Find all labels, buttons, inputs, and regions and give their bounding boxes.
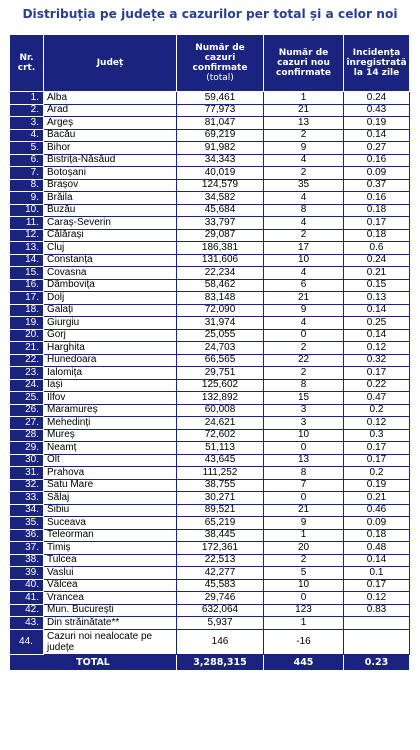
table-row (10, 417, 410, 430)
total-label: TOTAL (10, 654, 177, 670)
table-row (10, 554, 410, 567)
table-row (10, 304, 410, 317)
county-name: Harghita (44, 342, 177, 355)
row-number: 38. (10, 554, 44, 567)
county-name: Hunedoara (44, 354, 177, 367)
row-number: 8. (10, 179, 44, 192)
table-row (10, 154, 410, 167)
new-cases: 123 (264, 604, 344, 617)
county-name: Gorj (44, 329, 177, 342)
confirmed-total: 34,343 (177, 154, 264, 167)
county-name: Tulcea (44, 554, 177, 567)
new-cases: 2 (264, 167, 344, 180)
row-number: 40. (10, 579, 44, 592)
table-row (10, 204, 410, 217)
row-number: 2. (10, 104, 44, 117)
incidence-14d: 0.09 (344, 517, 410, 530)
table-row (10, 317, 410, 330)
confirmed-total: 91,982 (177, 142, 264, 155)
new-cases: 3 (264, 417, 344, 430)
confirmed-total: 89,521 (177, 504, 264, 517)
new-cases: 21 (264, 504, 344, 517)
incidence-14d: 0.47 (344, 392, 410, 405)
row-number: 25. (10, 392, 44, 405)
row-number: 41. (10, 592, 44, 605)
table-row (10, 492, 410, 505)
confirmed-total: 45,583 (177, 579, 264, 592)
table-row (10, 392, 410, 405)
incidence-14d: 0.16 (344, 154, 410, 167)
total-new: 445 (264, 654, 344, 670)
confirmed-total: 38,755 (177, 479, 264, 492)
new-cases: 0 (264, 492, 344, 505)
confirmed-total: 131,606 (177, 254, 264, 267)
county-name: Buzău (44, 204, 177, 217)
new-cases: 9 (264, 304, 344, 317)
row-number: 37. (10, 542, 44, 555)
row-number: 7. (10, 167, 44, 180)
incidence-14d: 0.19 (344, 117, 410, 130)
incidence-14d: 0.24 (344, 92, 410, 105)
confirmed-total: 30,271 (177, 492, 264, 505)
county-name: Olt (44, 454, 177, 467)
table-row (10, 267, 410, 280)
new-cases: 8 (264, 379, 344, 392)
incidence-14d: 0.1 (344, 567, 410, 580)
table-row (10, 479, 410, 492)
row-number: 43. (10, 617, 44, 630)
new-cases: 15 (264, 392, 344, 405)
county-name: Dolj (44, 292, 177, 305)
new-cases: 2 (264, 129, 344, 142)
incidence-14d: 0.2 (344, 467, 410, 480)
county-name: Constanța (44, 254, 177, 267)
header-confirmed-sub: (total) (206, 73, 234, 83)
header-confirmed-label: Număr de cazuri confirmate (192, 43, 248, 73)
row-number: 29. (10, 442, 44, 455)
confirmed-total: 38,445 (177, 529, 264, 542)
row-number: 44. (10, 629, 44, 654)
county-name: Prahova (44, 467, 177, 480)
row-number: 6. (10, 154, 44, 167)
table-row (10, 517, 410, 530)
county-name: Cluj (44, 242, 177, 255)
new-cases: 4 (264, 192, 344, 205)
incidence-14d: 0.22 (344, 379, 410, 392)
county-name: Mun. București (44, 604, 177, 617)
county-name: Mureș (44, 429, 177, 442)
incidence-14d: 0.3 (344, 429, 410, 442)
new-cases: 10 (264, 429, 344, 442)
table-row (10, 342, 410, 355)
incidence-14d: 0.17 (344, 454, 410, 467)
county-name: Călărași (44, 229, 177, 242)
row-number: 16. (10, 279, 44, 292)
total-confirmed: 3,288,315 (177, 654, 264, 670)
county-name: Din străinătate** (44, 617, 177, 630)
incidence-14d: 0.19 (344, 479, 410, 492)
table-row (10, 617, 410, 630)
incidence-14d: 0.14 (344, 329, 410, 342)
confirmed-total: 72,602 (177, 429, 264, 442)
incidence-14d: 0.24 (344, 254, 410, 267)
row-number: 5. (10, 142, 44, 155)
confirmed-total: 69,219 (177, 129, 264, 142)
row-number: 9. (10, 192, 44, 205)
row-number: 18. (10, 304, 44, 317)
confirmed-total: 59,461 (177, 92, 264, 105)
incidence-14d (344, 629, 410, 654)
confirmed-total: 172,361 (177, 542, 264, 555)
confirmed-total: 22,234 (177, 267, 264, 280)
table-row (10, 129, 410, 142)
confirmed-total: 29,087 (177, 229, 264, 242)
table-row (10, 329, 410, 342)
table-row (10, 542, 410, 555)
row-number: 33. (10, 492, 44, 505)
row-number: 36. (10, 529, 44, 542)
county-name: Mehedinți (44, 417, 177, 430)
new-cases: 20 (264, 542, 344, 555)
new-cases: 4 (264, 154, 344, 167)
confirmed-total: 632,064 (177, 604, 264, 617)
new-cases: 7 (264, 479, 344, 492)
county-name: Maramureș (44, 404, 177, 417)
county-name: Bistrița-Năsăud (44, 154, 177, 167)
incidence-14d: 0.25 (344, 317, 410, 330)
row-number: 42. (10, 604, 44, 617)
confirmed-total: 25,055 (177, 329, 264, 342)
confirmed-total: 60,008 (177, 404, 264, 417)
table-row (10, 592, 410, 605)
table-row (10, 104, 410, 117)
header-incidence: Incidența înregistrată la 14 zile (344, 35, 410, 92)
new-cases: 2 (264, 554, 344, 567)
county-name: Bihor (44, 142, 177, 155)
total-incidence: 0.23 (344, 654, 410, 670)
county-name: Giurgiu (44, 317, 177, 330)
confirmed-total: 111,252 (177, 467, 264, 480)
incidence-14d: 0.21 (344, 267, 410, 280)
table-row (10, 254, 410, 267)
county-name: Vâlcea (44, 579, 177, 592)
row-number: 21. (10, 342, 44, 355)
county-name: Teleorman (44, 529, 177, 542)
incidence-14d: 0.32 (344, 354, 410, 367)
table-row (10, 604, 410, 617)
confirmed-total: 72,090 (177, 304, 264, 317)
incidence-14d: 0.27 (344, 142, 410, 155)
confirmed-total: 43,645 (177, 454, 264, 467)
table-row (10, 379, 410, 392)
row-number: 12. (10, 229, 44, 242)
county-name: Satu Mare (44, 479, 177, 492)
confirmed-total: 124,579 (177, 179, 264, 192)
confirmed-total: 58,462 (177, 279, 264, 292)
county-name: Vaslui (44, 567, 177, 580)
table-row (10, 179, 410, 192)
new-cases: 9 (264, 142, 344, 155)
new-cases: 0 (264, 442, 344, 455)
row-number: 34. (10, 504, 44, 517)
table-row (10, 442, 410, 455)
header-nr: Nr. crt. (10, 35, 44, 92)
table-row (10, 404, 410, 417)
new-cases: 10 (264, 579, 344, 592)
county-name: Caraș-Severin (44, 217, 177, 230)
row-number: 32. (10, 479, 44, 492)
incidence-14d: 0.12 (344, 592, 410, 605)
county-name: Alba (44, 92, 177, 105)
new-cases: 0 (264, 329, 344, 342)
new-cases: 1 (264, 529, 344, 542)
confirmed-total: 77,973 (177, 104, 264, 117)
row-number: 22. (10, 354, 44, 367)
confirmed-total: 132,892 (177, 392, 264, 405)
new-cases: 4 (264, 267, 344, 280)
county-name: Cazuri noi nealocate pe județe (44, 629, 177, 654)
confirmed-total: 81,047 (177, 117, 264, 130)
table-row (10, 117, 410, 130)
new-cases: -16 (264, 629, 344, 654)
new-cases: 8 (264, 467, 344, 480)
header-judet: Județ (44, 35, 177, 92)
table-row (10, 279, 410, 292)
table-body (10, 92, 410, 655)
incidence-14d: 0.12 (344, 417, 410, 430)
confirmed-total: 5,937 (177, 617, 264, 630)
row-number: 39. (10, 567, 44, 580)
county-name: Sibiu (44, 504, 177, 517)
new-cases: 21 (264, 292, 344, 305)
row-number: 10. (10, 204, 44, 217)
county-name: Botoșani (44, 167, 177, 180)
new-cases: 22 (264, 354, 344, 367)
table-row (10, 242, 410, 255)
row-number: 13. (10, 242, 44, 255)
confirmed-total: 51,113 (177, 442, 264, 455)
county-name: Vrancea (44, 592, 177, 605)
header-new: Număr de cazuri nou confirmate (264, 35, 344, 92)
new-cases: 2 (264, 342, 344, 355)
page-title: Distribuția pe județe a cazurilor per total și a celor noi (22, 7, 398, 21)
incidence-14d: 0.43 (344, 104, 410, 117)
row-number: 24. (10, 379, 44, 392)
table-row (10, 92, 410, 105)
table-row (10, 367, 410, 380)
confirmed-total: 45,684 (177, 204, 264, 217)
county-name: Brăila (44, 192, 177, 205)
confirmed-total: 24,621 (177, 417, 264, 430)
table-row (10, 529, 410, 542)
county-name: Covasna (44, 267, 177, 280)
new-cases: 21 (264, 104, 344, 117)
table-row (10, 192, 410, 205)
county-name: Galați (44, 304, 177, 317)
row-number: 23. (10, 367, 44, 380)
row-number: 31. (10, 467, 44, 480)
incidence-14d: 0.6 (344, 242, 410, 255)
table-row (10, 504, 410, 517)
incidence-14d: 0.09 (344, 167, 410, 180)
table-row (10, 429, 410, 442)
row-number: 19. (10, 317, 44, 330)
incidence-14d: 0.14 (344, 129, 410, 142)
new-cases: 9 (264, 517, 344, 530)
county-name: Argeș (44, 117, 177, 130)
county-name: Ilfov (44, 392, 177, 405)
row-number: 3. (10, 117, 44, 130)
confirmed-total: 34,582 (177, 192, 264, 205)
county-cases-table (9, 34, 410, 671)
confirmed-total: 24,703 (177, 342, 264, 355)
confirmed-total: 125,602 (177, 379, 264, 392)
table-row (10, 292, 410, 305)
incidence-14d: 0.14 (344, 554, 410, 567)
table-header-row (10, 35, 410, 92)
row-number: 20. (10, 329, 44, 342)
incidence-14d: 0.37 (344, 179, 410, 192)
new-cases: 4 (264, 317, 344, 330)
table-row (10, 629, 410, 654)
table-row (10, 467, 410, 480)
incidence-14d: 0.17 (344, 217, 410, 230)
row-number: 17. (10, 292, 44, 305)
county-name: Ialomița (44, 367, 177, 380)
table-row (10, 567, 410, 580)
new-cases: 6 (264, 279, 344, 292)
county-name: Timiș (44, 542, 177, 555)
table-row (10, 217, 410, 230)
header-confirmed (177, 35, 264, 92)
table-row (10, 229, 410, 242)
confirmed-total: 31,974 (177, 317, 264, 330)
row-number: 35. (10, 517, 44, 530)
incidence-14d: 0.17 (344, 579, 410, 592)
confirmed-total: 40,019 (177, 167, 264, 180)
new-cases: 0 (264, 592, 344, 605)
table-row (10, 142, 410, 155)
incidence-14d: 0.17 (344, 367, 410, 380)
new-cases: 3 (264, 404, 344, 417)
incidence-14d (344, 617, 410, 630)
county-name: Dâmbovița (44, 279, 177, 292)
county-name: Sălaj (44, 492, 177, 505)
county-name: Suceava (44, 517, 177, 530)
incidence-14d: 0.48 (344, 542, 410, 555)
incidence-14d: 0.2 (344, 404, 410, 417)
county-name: Arad (44, 104, 177, 117)
confirmed-total: 42,277 (177, 567, 264, 580)
incidence-14d: 0.83 (344, 604, 410, 617)
incidence-14d: 0.16 (344, 192, 410, 205)
row-number: 26. (10, 404, 44, 417)
incidence-14d: 0.13 (344, 292, 410, 305)
table-row (10, 454, 410, 467)
confirmed-total: 29,746 (177, 592, 264, 605)
new-cases: 1 (264, 617, 344, 630)
new-cases: 13 (264, 454, 344, 467)
table-row (10, 167, 410, 180)
new-cases: 4 (264, 217, 344, 230)
confirmed-total: 146 (177, 629, 264, 654)
county-name: Neamț (44, 442, 177, 455)
row-number: 27. (10, 417, 44, 430)
row-number: 4. (10, 129, 44, 142)
incidence-14d: 0.18 (344, 204, 410, 217)
incidence-14d: 0.15 (344, 279, 410, 292)
new-cases: 5 (264, 567, 344, 580)
incidence-14d: 0.17 (344, 442, 410, 455)
incidence-14d: 0.46 (344, 504, 410, 517)
table-row (10, 579, 410, 592)
new-cases: 8 (264, 204, 344, 217)
new-cases: 2 (264, 367, 344, 380)
county-name: Brașov (44, 179, 177, 192)
new-cases: 1 (264, 92, 344, 105)
incidence-14d: 0.18 (344, 229, 410, 242)
confirmed-total: 186,381 (177, 242, 264, 255)
new-cases: 10 (264, 254, 344, 267)
incidence-14d: 0.14 (344, 304, 410, 317)
county-name: Bacău (44, 129, 177, 142)
confirmed-total: 83,148 (177, 292, 264, 305)
county-name: Iași (44, 379, 177, 392)
table-row (10, 354, 410, 367)
new-cases: 13 (264, 117, 344, 130)
row-number: 30. (10, 454, 44, 467)
confirmed-total: 29,751 (177, 367, 264, 380)
confirmed-total: 22,513 (177, 554, 264, 567)
new-cases: 35 (264, 179, 344, 192)
confirmed-total: 65,219 (177, 517, 264, 530)
row-number: 11. (10, 217, 44, 230)
total-row (10, 654, 410, 670)
new-cases: 2 (264, 229, 344, 242)
row-number: 28. (10, 429, 44, 442)
row-number: 15. (10, 267, 44, 280)
incidence-14d: 0.18 (344, 529, 410, 542)
confirmed-total: 66,565 (177, 354, 264, 367)
row-number: 1. (10, 92, 44, 105)
incidence-14d: 0.21 (344, 492, 410, 505)
new-cases: 17 (264, 242, 344, 255)
incidence-14d: 0.12 (344, 342, 410, 355)
row-number: 14. (10, 254, 44, 267)
confirmed-total: 33,797 (177, 217, 264, 230)
